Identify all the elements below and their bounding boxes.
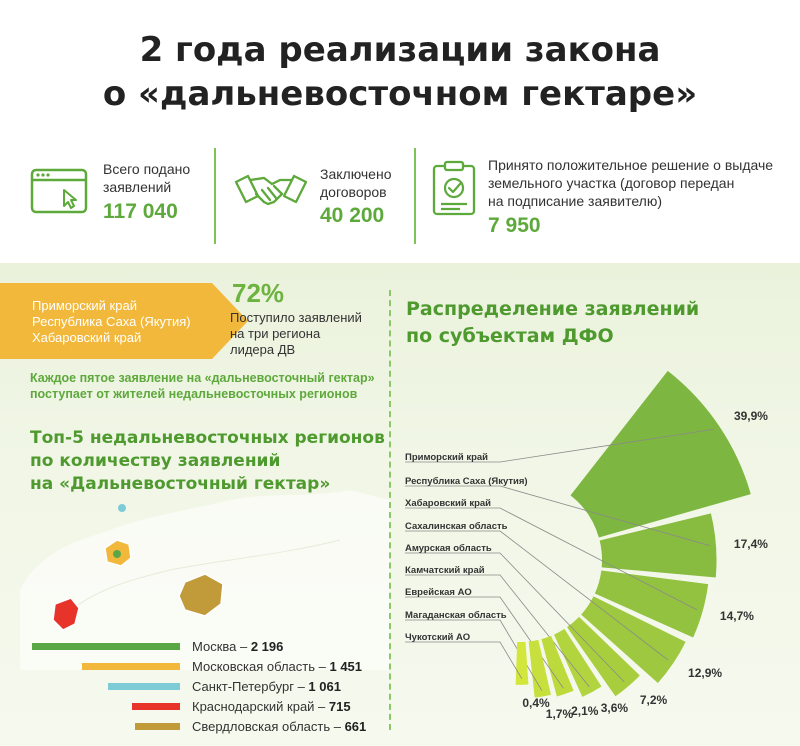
distribution-percent-label: 3,6% <box>600 700 629 715</box>
fifth-note-line-1: Каждое пятое заявление на «дальневосточный гектар» <box>30 371 375 385</box>
distribution-region-label: Приморский край <box>405 452 489 463</box>
distribution-region-label: Еврейская АО <box>405 587 472 598</box>
distribution-percent-label: 39,9% <box>733 408 768 423</box>
distribution-percent-label: 7,2% <box>639 693 668 708</box>
top5-region-name: Санкт-Петербург – <box>192 679 309 694</box>
distribution-region-label: Амурская область <box>405 543 492 554</box>
distribution-region-label: Чукотский АО <box>405 632 471 643</box>
stat-approved-value: 7 950 <box>488 214 541 237</box>
leaders-percent: 72% <box>232 278 285 308</box>
leader-region: Республика Саха (Якутия) <box>32 314 191 329</box>
distribution-segment <box>570 371 750 538</box>
distribution-region-label: Республика Саха (Якутия) <box>405 476 528 487</box>
distribution-connector <box>405 642 522 679</box>
distribution-region-label: Сахалинская область <box>405 521 508 532</box>
title-line-1: 2 года реализации закона <box>139 30 661 70</box>
top5-region-name: Московская область – <box>192 659 330 674</box>
fifth-note-line-2: поступает от жителей недальневосточных регионов <box>30 387 358 401</box>
top5-region-value: 661 <box>344 719 367 734</box>
distribution-percent-label: 14,7% <box>719 609 754 624</box>
leader-region: Приморский край <box>32 298 137 313</box>
leaders-description: Поступило заявлений на три региона лидера ДВ <box>230 310 362 357</box>
distribution-region-label: Магаданская область <box>405 610 507 621</box>
stat-applications-value: 117 040 <box>103 200 178 223</box>
top5-region-name: Москва – <box>192 639 251 654</box>
stat-approved-label: Принято положительное решение о выдаче земельного участка (договор передан на подписание заявителю) <box>488 157 774 209</box>
top5-region-value: 715 <box>328 699 351 714</box>
top5-region-value: 1 061 <box>308 679 341 694</box>
distribution-percent-label: 1,7% <box>545 707 574 722</box>
stat-applications-label: Всего подано заявлений <box>103 161 191 195</box>
leader-region: Хабаровский край <box>32 330 142 345</box>
top5-region-value: 2 196 <box>250 639 284 654</box>
distribution-percent-label: 17,4% <box>733 536 768 551</box>
distribution-region-label: Камчатский край <box>405 565 485 576</box>
stat-contracts-label: Заключено договоров <box>320 166 392 200</box>
stat-contracts-value: 40 200 <box>320 204 385 227</box>
distribution-region-label: Хабаровский край <box>405 498 492 509</box>
top5-region-name: Краснодарский край – <box>192 699 329 714</box>
distribution-percent-label: 12,9% <box>688 666 723 681</box>
distribution-percent-label: 0,4% <box>522 695 550 710</box>
distribution-percent-label: 2,1% <box>571 703 599 718</box>
top5-region-value: 1 451 <box>329 659 363 674</box>
top5-region-name: Свердловская область – <box>192 719 345 734</box>
title-line-2: о «дальневосточном гектаре» <box>102 74 698 114</box>
